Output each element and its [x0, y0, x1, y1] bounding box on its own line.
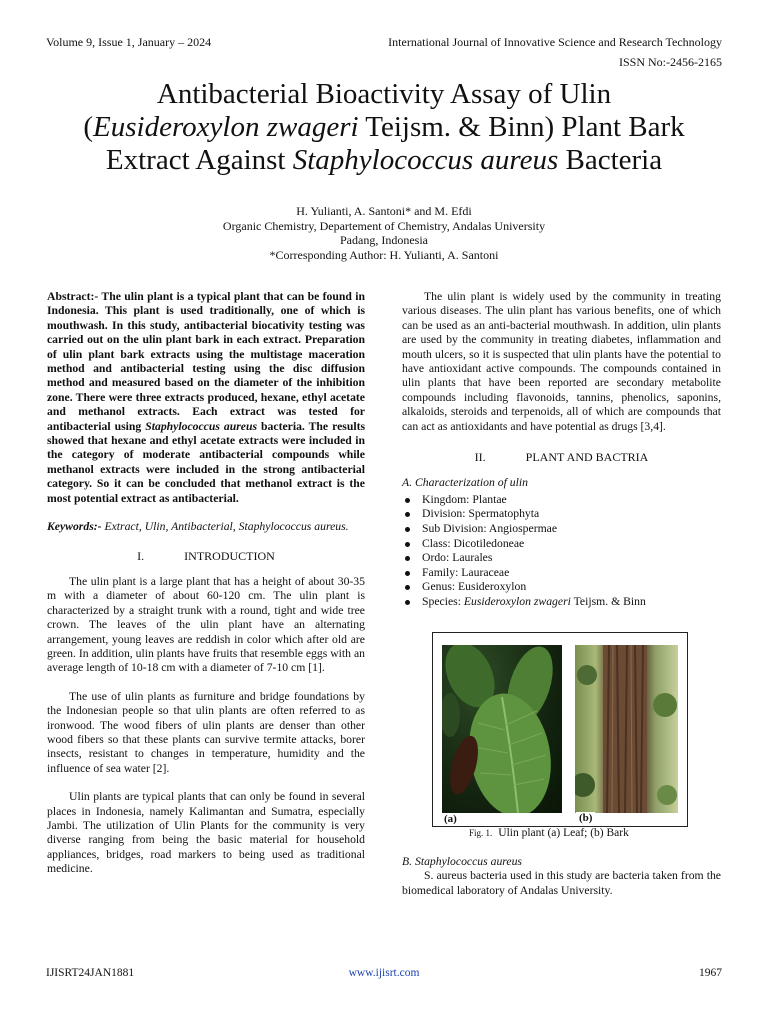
issn: ISSN No:-2456-2165 [618, 55, 722, 69]
right-column [402, 290, 721, 610]
section-heading-introduction: I. INTRODUCTION [137, 548, 275, 563]
subsection-b-text: S. aureus bacteria used in this study are bacteria taken from the biomedical laboratory of Andalas University. [402, 869, 721, 897]
subsection-staphylococcus [402, 855, 721, 898]
list-item: Kingdom: Plantae [402, 493, 721, 508]
intro-paragraph-2: The use of ulin plants as furniture and bridge foundations by the Indonesian people so that ulin plants are often referred to as ironwood. The wood fibers of ulin plants are denser than other wood fibers so that these plants can survive termite attacks, borer insects, resistant to changes in temperature, humidity and the influence of sea water [2]. [47, 689, 365, 775]
abstract: Abstract:- The ulin plant is a typical plant that can be found in Indonesia. This plant is used traditionally, one of which is mouthwash. In this study, antibacterial biocativity testing was carried out on the ulin plant bark in each extract. Preparation of ulin plant bark extracts using the multistage maceration method and antibacterial testing using the disc diffusion method and measured based on the diameter of the inhibition zone. There were three extracts produced, hexane, ethyl acetate and methanol extracts. Each extract was tested for antibacterial using Staphylococcus aureus bacteria. The results showed that hexane and ethyl acetate extracts were included in the category of moderate antibacterial compounds while methanol extracts were included in the strong antibacterial category. So it can be concluded that methanol extract is the most potential extract as antibacterial. [47, 290, 366, 505]
journal-volume: Volume 9, Issue 1, January – 2024 [46, 35, 212, 49]
left-column [47, 290, 365, 877]
list-item: Division: Spermatophyta [402, 507, 721, 522]
figure-label-b: (b) [576, 812, 595, 824]
taxonomy-list [402, 493, 721, 610]
journal-name: International Journal of Innovative Science and Research Technology [388, 35, 722, 49]
footer-url-link[interactable]: www.ijisrt.com [348, 967, 420, 979]
corresponding-author: *Corresponding Author: H. Yulianti, A. Santoni [269, 247, 499, 262]
bark-illustration [575, 645, 678, 813]
subsection-characterization: A. Characterization of ulin [402, 476, 528, 490]
footer-page-number: 1967 [699, 967, 722, 979]
bark-photo [575, 645, 678, 813]
list-item: Family: Lauraceae [402, 566, 721, 581]
figure-caption: Fig. 1. Ulin plant (a) Leaf; (b) Bark [469, 827, 629, 839]
figure-ulin-plant [432, 632, 688, 827]
list-item: Sub Division: Angiospermae [402, 522, 721, 537]
author-names: H. Yulianti, A. Santoni* and M. Efdi [296, 204, 472, 218]
paper-title: Antibacterial Bioactivity Assay of Ulin (Eusideroxylon zwageri Teijsm. & Binn) Plant Bark Extract Against Staphylococcus aureus Bacteria [83, 78, 685, 176]
list-item: Ordo: Laurales [402, 551, 721, 566]
list-item: Genus: Eusideroxylon [402, 580, 721, 595]
leaf-illustration [442, 645, 562, 813]
subsection-b-heading: B. Staphylococcus aureus [402, 855, 522, 868]
intro-paragraph-3: Ulin plants are typical plants that can only be found in several places in Indonesia, namely Kalimantan and Sumatra, especially Jambi. The utilization of Ulin Plants for the community is very diverse ranging from being the basic material for household appliances, bridges, road markers to being used as traditional medicine. [47, 790, 365, 876]
keywords: Keywords:- Extract, Ulin, Antibacterial, Staphylococcus aureus. [47, 520, 349, 534]
author-location: Padang, Indonesia [340, 233, 428, 247]
right-paragraph-1: The ulin plant is widely used by the community in treating various diseases. The ulin plant has various benefits, one of which can be used as an anti-bacterial mouthwash. In addition, ulin plants are used by the community in treating diabetes, inflammation and mouth ulcers, so it is suspected that ulin plants have the potential to have antioxidant active compounds. The compounds contained in ulin plants that have been reported are secondary metabolite compounds including flavonoids, tannins, phenolics, saponins, alkaloids, steroids and terpenoids, all of which are compounds that can act as antioxidants and have potential as drugs [3,4]. [402, 290, 721, 433]
author-affiliation: Organic Chemistry, Departement of Chemistry, Andalas University [222, 218, 546, 233]
list-item: Class: Dicotiledoneae [402, 537, 721, 552]
list-item: Species: Eusideroxylon zwageri Teijsm. & Binn [402, 595, 721, 610]
footer-article-code: IJISRT24JAN1881 [46, 967, 135, 979]
section-heading-plant-bactria: II. PLANT AND BACTRIA [474, 450, 649, 465]
figure-label-a: (a) [441, 813, 460, 825]
author-block [0, 204, 768, 262]
leaf-photo [442, 645, 562, 813]
intro-paragraph-1: The ulin plant is a large plant that has a height of about 30-35 m with a diameter of about 60-120 cm. The ulin plant is characterized by a straight trunk with a round, tight and wide tree crown. The leaves of the ulin plant have an alternating arrangement, young leaves are reddish in color which after old are green. In addition, ulin plants have fruits that resemble eggs with an average length of 10-18 cm with a diameter of 7-10 cm [1]. [47, 574, 365, 675]
